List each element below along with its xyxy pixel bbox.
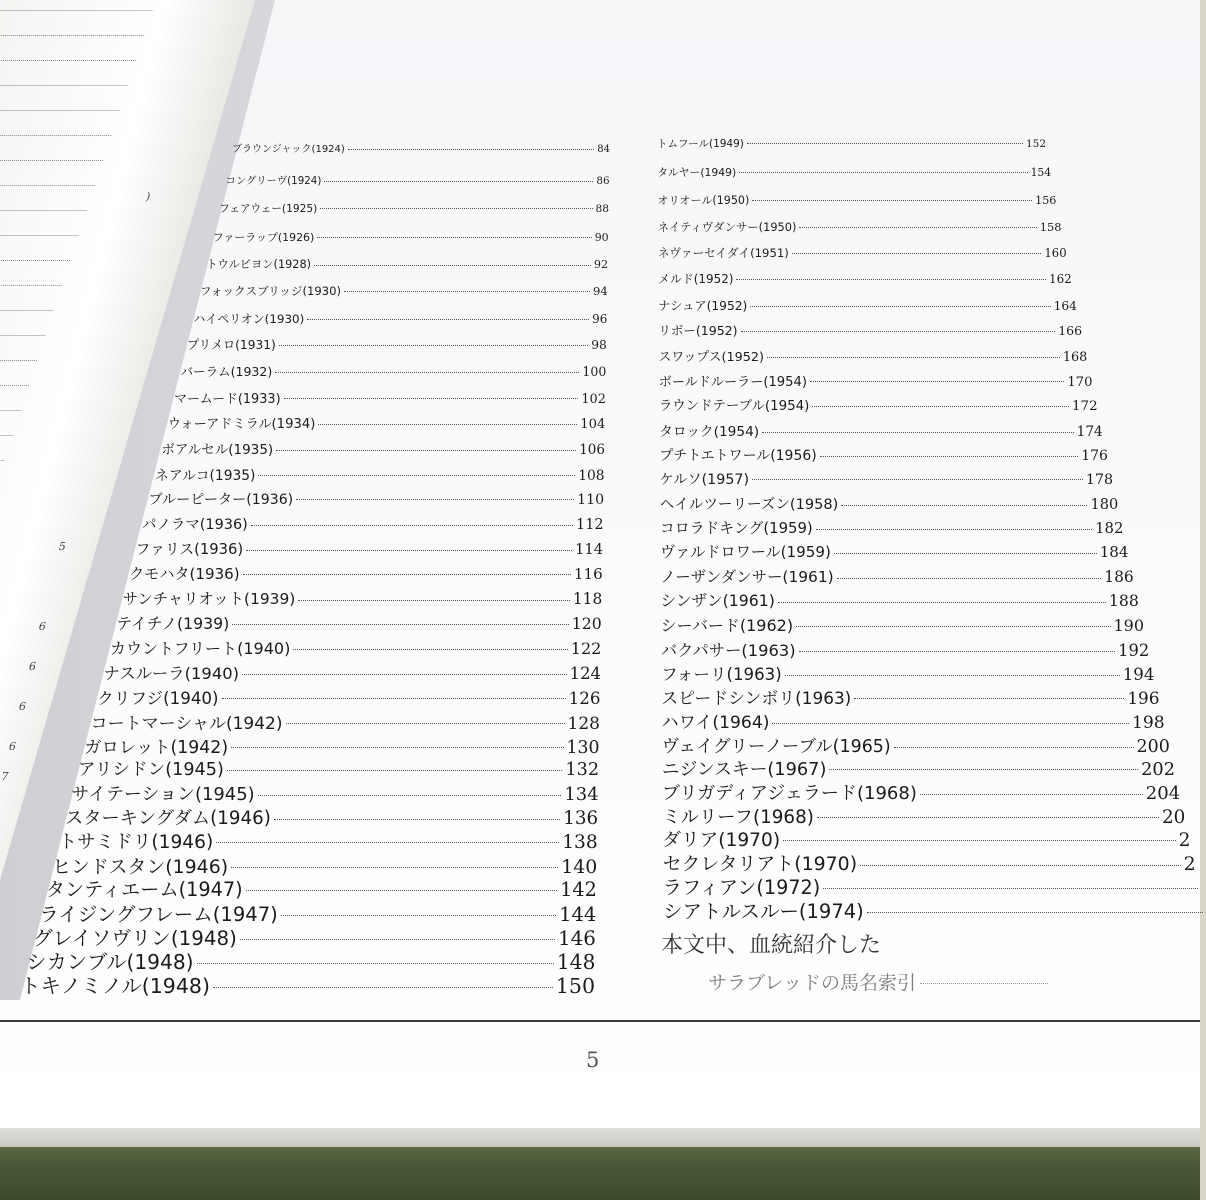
toc-entry bbox=[20, 969, 595, 999]
page-ref: 154 bbox=[1030, 166, 1052, 180]
page-ref: 96 bbox=[592, 311, 608, 326]
horse-name: トムフール(1949) bbox=[657, 138, 744, 150]
page-ref: 88 bbox=[595, 202, 610, 216]
toc-entry bbox=[660, 493, 1119, 514]
dot-leader bbox=[796, 626, 1110, 627]
dot-leader bbox=[816, 529, 1092, 530]
page-ref: 198 bbox=[1131, 713, 1165, 734]
horse-name: グレイソヴリン(1948) bbox=[32, 927, 237, 951]
dot-leader bbox=[799, 227, 1036, 228]
left-page-fragment: 6 bbox=[7, 740, 18, 753]
page-ref: 184 bbox=[1099, 543, 1129, 562]
left-page-fragment: 6 bbox=[17, 700, 28, 713]
horse-name: ファーラップ(1926) bbox=[212, 231, 315, 245]
page-ref: 200 bbox=[1136, 736, 1170, 757]
horse-name: ノーザンダンサー(1961) bbox=[660, 568, 834, 587]
dot-leader bbox=[762, 432, 1074, 433]
toc-entry bbox=[658, 321, 1082, 339]
index-note-text: サラブレッドの馬名索引 bbox=[708, 972, 917, 994]
left-page-fragment: 6 bbox=[37, 620, 48, 633]
dot-leader bbox=[854, 698, 1124, 699]
dotted-line bbox=[0, 210, 87, 211]
toc-entry bbox=[168, 413, 606, 432]
toc-entry bbox=[84, 733, 599, 758]
horse-name: トウルビヨン(1928) bbox=[206, 258, 312, 272]
horse-name: ヴァルドロワール(1959) bbox=[660, 543, 831, 562]
horse-name: トサミドリ(1946) bbox=[58, 831, 214, 853]
dot-leader bbox=[243, 574, 571, 575]
horse-name: クモハタ(1936) bbox=[129, 564, 240, 583]
dot-leader bbox=[227, 770, 563, 771]
toc-entry bbox=[660, 517, 1124, 538]
page-ref: 174 bbox=[1076, 424, 1103, 441]
dot-leader bbox=[286, 723, 565, 724]
horse-name: ミルリーフ(1968) bbox=[662, 806, 814, 828]
horse-name: リボー(1952) bbox=[658, 322, 738, 338]
horse-name: フェアウェー(1925) bbox=[219, 202, 318, 216]
page-ref: 110 bbox=[577, 491, 605, 508]
page-ref: 156 bbox=[1035, 194, 1057, 208]
toc-entry bbox=[660, 589, 1138, 611]
dot-leader bbox=[197, 963, 554, 964]
dotted-line bbox=[0, 360, 37, 361]
dot-leader bbox=[772, 723, 1128, 724]
dotted-line bbox=[0, 285, 62, 286]
toc-entry bbox=[116, 612, 601, 634]
toc-entry bbox=[59, 828, 598, 854]
toc-entry bbox=[104, 660, 601, 684]
toc-entry bbox=[659, 420, 1103, 440]
dot-leader bbox=[792, 253, 1042, 254]
dotted-line bbox=[0, 60, 136, 61]
horse-name: ネアルコ(1935) bbox=[154, 467, 256, 484]
page-ref: 134 bbox=[564, 784, 599, 806]
toc-entry bbox=[661, 661, 1154, 685]
toc-entry bbox=[78, 756, 599, 781]
horse-name: シカンブル(1948) bbox=[26, 949, 194, 974]
toc-entry bbox=[161, 438, 605, 458]
toc-entry bbox=[206, 256, 608, 272]
dot-leader bbox=[242, 674, 567, 675]
page-ref: 114 bbox=[574, 541, 604, 559]
toc-entry bbox=[663, 896, 1206, 924]
page-ref: 116 bbox=[573, 564, 603, 583]
toc-entry bbox=[658, 219, 1062, 235]
dot-leader bbox=[783, 840, 1176, 841]
page-ref: 186 bbox=[1104, 568, 1134, 587]
dot-leader bbox=[799, 651, 1116, 652]
page-ref: 190 bbox=[1113, 616, 1145, 636]
toc-entry bbox=[659, 371, 1093, 390]
toc-entry bbox=[232, 140, 610, 155]
dot-leader bbox=[812, 406, 1069, 407]
toc-entry bbox=[659, 346, 1088, 365]
page-ref: 104 bbox=[580, 417, 606, 433]
horse-name: ボアルセル(1935) bbox=[161, 442, 274, 459]
dotted-line bbox=[0, 185, 95, 186]
dot-leader bbox=[232, 624, 568, 625]
dot-leader bbox=[281, 915, 556, 916]
dot-leader bbox=[767, 357, 1060, 358]
horse-name: サイテーション(1945) bbox=[71, 784, 255, 806]
page-ref: 112 bbox=[576, 517, 604, 534]
dotted-line bbox=[0, 160, 103, 161]
page-ref: 172 bbox=[1072, 399, 1098, 415]
toc-entry bbox=[660, 541, 1128, 562]
page-ref: 188 bbox=[1108, 591, 1139, 611]
page-ref: 124 bbox=[569, 664, 601, 684]
toc-entry bbox=[658, 270, 1072, 287]
toc-entry bbox=[661, 613, 1144, 636]
horse-name: ブラウンジャック(1924) bbox=[232, 144, 345, 155]
page-ref: 126 bbox=[568, 688, 601, 708]
dot-leader bbox=[296, 499, 574, 500]
toc-entry bbox=[658, 296, 1077, 314]
horse-name: ハワイ(1964) bbox=[661, 713, 770, 734]
dot-leader bbox=[279, 345, 588, 346]
page-ref: 182 bbox=[1095, 519, 1124, 538]
page-stack-edge bbox=[0, 1125, 1200, 1147]
dot-leader bbox=[320, 208, 592, 209]
page-ref: 92 bbox=[593, 258, 609, 272]
horse-name: バクパサー(1963) bbox=[660, 641, 796, 661]
horse-name: フォーリ(1963) bbox=[661, 664, 782, 684]
horse-name: ヒンドスタン(1946) bbox=[52, 855, 229, 878]
dotted-line bbox=[0, 260, 70, 261]
toc-entry bbox=[661, 685, 1159, 709]
toc-entry bbox=[662, 779, 1180, 805]
page-ref: 150 bbox=[555, 974, 595, 998]
dotted-line bbox=[0, 410, 21, 411]
toc-entry bbox=[662, 803, 1185, 829]
horse-name: テイチノ(1939) bbox=[116, 613, 230, 633]
horse-name: ネヴァーセイダイ(1951) bbox=[657, 245, 789, 260]
dotted-line bbox=[0, 310, 54, 311]
dotted-line bbox=[0, 460, 4, 461]
toc-entry bbox=[200, 283, 608, 299]
left-page-fragment: 5 bbox=[57, 540, 68, 553]
horse-name: ハイペリオン(1930) bbox=[193, 311, 305, 326]
dot-leader bbox=[752, 479, 1083, 480]
toc-entry bbox=[659, 395, 1098, 414]
toc-entry bbox=[659, 444, 1108, 464]
page-ref: 166 bbox=[1058, 322, 1083, 338]
dot-leader bbox=[750, 306, 1050, 307]
dot-leader bbox=[348, 149, 594, 150]
toc-entry bbox=[660, 469, 1114, 489]
page-ref: 164 bbox=[1053, 298, 1077, 313]
page-ref: 162 bbox=[1048, 272, 1072, 287]
horse-name: ネイティヴダンサー(1950) bbox=[657, 219, 797, 234]
dot-leader bbox=[251, 525, 573, 526]
horse-name: タロック(1954) bbox=[659, 424, 760, 441]
page-ref: 108 bbox=[578, 467, 605, 484]
horse-name: トキノミノル(1948) bbox=[20, 974, 210, 998]
dot-leader bbox=[324, 181, 593, 182]
page-ref: 192 bbox=[1118, 641, 1150, 661]
horse-name: ナスルーラ(1940) bbox=[103, 664, 240, 684]
toc-entry bbox=[71, 780, 598, 806]
page-ref: 84 bbox=[597, 144, 610, 155]
page-ref: 152 bbox=[1025, 138, 1046, 150]
dotted-line bbox=[0, 335, 45, 336]
cloth-background bbox=[0, 1145, 1200, 1200]
dotted-line bbox=[0, 135, 111, 136]
horse-name: アリシドン(1945) bbox=[77, 760, 224, 781]
dot-leader bbox=[920, 794, 1143, 795]
page-ref: 128 bbox=[567, 713, 600, 734]
dot-leader bbox=[293, 649, 567, 650]
dot-leader bbox=[213, 987, 553, 988]
dot-leader bbox=[240, 939, 555, 940]
page-ref: 132 bbox=[565, 760, 600, 781]
toc-entry bbox=[155, 464, 605, 484]
horse-name: ラウンドテーブル(1954) bbox=[658, 399, 810, 415]
horse-name: ライジングフレーム(1947) bbox=[39, 902, 278, 926]
horse-name: サンチャリオット(1939) bbox=[122, 590, 296, 609]
horse-name: ニジンスキー(1967) bbox=[661, 759, 827, 780]
dot-leader bbox=[739, 172, 1027, 173]
dotted-line bbox=[0, 35, 144, 36]
dot-leader bbox=[820, 456, 1079, 457]
horse-name: ラフィアン(1972) bbox=[662, 875, 821, 899]
dot-leader bbox=[276, 450, 576, 451]
page-number: 5 bbox=[586, 1048, 600, 1072]
left-page-fragment: ) bbox=[144, 190, 152, 203]
toc-entry bbox=[219, 201, 609, 216]
dot-leader bbox=[216, 842, 559, 843]
toc-entry bbox=[661, 708, 1164, 733]
toc-entry bbox=[181, 362, 607, 380]
page-ref: 146 bbox=[557, 927, 596, 951]
page-ref: 120 bbox=[571, 613, 602, 633]
dot-leader bbox=[736, 279, 1046, 280]
page-ref: 100 bbox=[582, 363, 607, 379]
horse-name: パノラマ(1936) bbox=[142, 517, 248, 534]
horse-name: ダリア(1970) bbox=[662, 829, 781, 851]
dot-leader bbox=[747, 143, 1023, 144]
dot-leader bbox=[231, 747, 563, 748]
dot-leader bbox=[834, 553, 1097, 554]
page-ref: 118 bbox=[572, 590, 603, 609]
horse-name: ファリス(1936) bbox=[135, 541, 244, 559]
page-ref: 106 bbox=[579, 442, 605, 459]
toc-entry bbox=[174, 388, 606, 407]
horse-name: ウォーアドミラル(1934) bbox=[167, 417, 316, 433]
dot-leader bbox=[344, 291, 590, 292]
page-ref: 142 bbox=[560, 878, 597, 902]
page-ref: 158 bbox=[1039, 219, 1062, 234]
horse-name: タルヤー(1949) bbox=[657, 166, 737, 180]
horse-name: ケルソ(1957) bbox=[659, 471, 750, 488]
toc-entry bbox=[148, 489, 604, 509]
footer-rule bbox=[0, 1020, 1200, 1022]
horse-name: ボールドルーラー(1954) bbox=[658, 374, 807, 390]
dotted-line bbox=[0, 10, 153, 11]
toc-entry bbox=[657, 165, 1051, 180]
dot-leader bbox=[231, 867, 558, 868]
horse-name: バーラム(1932) bbox=[180, 363, 273, 379]
page-ref: 194 bbox=[1122, 664, 1155, 684]
toc-entry bbox=[657, 192, 1056, 208]
horse-name: ガロレット(1942) bbox=[84, 737, 229, 758]
toc-entry bbox=[136, 538, 604, 559]
dot-leader bbox=[284, 398, 579, 399]
page-ref: 180 bbox=[1090, 496, 1119, 514]
dot-leader bbox=[860, 865, 1181, 866]
page-ref: 178 bbox=[1085, 471, 1114, 488]
horse-name: コロラドキング(1959) bbox=[659, 519, 813, 538]
index-note-line1: 本文中、血統紹介した bbox=[661, 933, 882, 958]
toc-entry bbox=[97, 685, 600, 709]
dotted-line bbox=[0, 110, 120, 111]
dotted-line bbox=[0, 235, 78, 236]
toc-entry bbox=[123, 587, 602, 609]
toc-entry bbox=[662, 826, 1190, 852]
page-ref: 144 bbox=[559, 902, 597, 926]
page-ref: 148 bbox=[556, 949, 596, 974]
dot-leader bbox=[829, 769, 1138, 770]
toc-entry bbox=[226, 172, 610, 187]
page-ref: 86 bbox=[596, 175, 610, 188]
page-ref: 160 bbox=[1044, 245, 1067, 260]
dot-leader bbox=[785, 675, 1120, 676]
dot-leader bbox=[837, 578, 1102, 579]
toc-entry bbox=[65, 804, 598, 830]
toc-entry bbox=[110, 636, 601, 659]
horse-name: コングリーヴ(1924) bbox=[225, 175, 322, 188]
toc-entry bbox=[213, 229, 609, 245]
dotted-line bbox=[0, 85, 128, 86]
toc-entry bbox=[193, 310, 607, 327]
page-ref: 94 bbox=[592, 284, 608, 299]
page-ref: 170 bbox=[1067, 374, 1093, 390]
dot-leader bbox=[317, 237, 591, 238]
horse-name: クリフジ(1940) bbox=[97, 688, 219, 708]
horse-name: スワップス(1952) bbox=[658, 349, 765, 365]
dotted-line bbox=[0, 385, 29, 386]
horse-name: タンティエーム(1947) bbox=[45, 878, 243, 902]
page-ref: 202 bbox=[1141, 759, 1176, 780]
horse-name: マームード(1933) bbox=[174, 391, 281, 407]
page-ref: 196 bbox=[1127, 687, 1160, 708]
toc-entry bbox=[657, 136, 1046, 151]
dotted-line bbox=[0, 435, 13, 436]
horse-name: シアトルスルー(1974) bbox=[663, 900, 864, 923]
dot-leader bbox=[222, 698, 566, 699]
toc-entry bbox=[129, 563, 603, 584]
horse-name: ブルーピーター(1936) bbox=[148, 491, 294, 508]
dot-leader bbox=[741, 331, 1056, 332]
horse-name: プリメロ(1931) bbox=[187, 338, 276, 352]
page-ref: 136 bbox=[563, 808, 599, 830]
toc-entry bbox=[660, 565, 1133, 587]
toc-entry bbox=[91, 709, 600, 734]
dot-leader bbox=[275, 372, 579, 373]
left-page-fragment: 6 bbox=[27, 660, 38, 673]
horse-name: ブリガディアジェラード(1968) bbox=[662, 783, 917, 805]
horse-name: スピードシンボリ(1963) bbox=[661, 687, 852, 708]
dot-leader bbox=[258, 475, 575, 476]
horse-name: メルド(1952) bbox=[657, 272, 734, 287]
toc-entry bbox=[662, 732, 1170, 757]
dot-leader bbox=[258, 795, 562, 796]
dot-leader bbox=[817, 817, 1159, 818]
index-note-line2 bbox=[708, 968, 1048, 995]
page-ref: 130 bbox=[566, 737, 600, 758]
horse-name: シーバード(1962) bbox=[660, 616, 794, 636]
toc-entry bbox=[658, 245, 1067, 261]
horse-name: オリオール(1950) bbox=[657, 194, 750, 208]
horse-name: ナシュア(1952) bbox=[658, 298, 748, 313]
page-ref: 102 bbox=[581, 391, 606, 407]
dot-leader bbox=[752, 200, 1032, 201]
page-ref: 176 bbox=[1081, 448, 1108, 465]
dot-leader bbox=[274, 819, 560, 820]
horse-name: カウントフリート(1940) bbox=[109, 639, 291, 659]
toc-entry bbox=[142, 513, 604, 534]
horse-name: プチトエトワール(1956) bbox=[659, 448, 817, 465]
dot-leader bbox=[867, 912, 1203, 913]
dot-leader bbox=[307, 319, 589, 320]
dot-leader bbox=[823, 888, 1198, 889]
dot-leader bbox=[318, 424, 577, 425]
toc-entry bbox=[662, 756, 1175, 781]
horse-name: フォックスブリッジ(1930) bbox=[199, 284, 341, 299]
dot-leader bbox=[314, 265, 591, 266]
left-page-fragment bbox=[0, 770, 10, 783]
horse-name: シンザン(1961) bbox=[660, 591, 775, 611]
toc-entry bbox=[661, 637, 1149, 661]
page-ref: 140 bbox=[561, 855, 598, 878]
horse-name: スターキングダム(1946) bbox=[64, 808, 271, 830]
horse-name: ヴェイグリーノーブル(1965) bbox=[661, 736, 891, 757]
horse-name: コートマーシャル(1942) bbox=[90, 713, 283, 734]
page-ref: 90 bbox=[594, 231, 609, 245]
horse-name: ヘイルツーリーズン(1958) bbox=[659, 496, 839, 514]
page-ref: 2 bbox=[1178, 829, 1191, 851]
dot-leader bbox=[246, 890, 558, 891]
page-ref: 204 bbox=[1145, 783, 1181, 805]
dot-leader bbox=[246, 550, 572, 551]
page-ref: 20 bbox=[1162, 806, 1186, 828]
dot-leader bbox=[298, 600, 570, 601]
dot-leader bbox=[841, 505, 1087, 506]
toc-entry bbox=[187, 336, 607, 353]
page-ref: 98 bbox=[591, 338, 607, 352]
page-ref: 2 bbox=[1183, 853, 1196, 876]
page-ref: 168 bbox=[1062, 349, 1088, 365]
page-ref: 122 bbox=[570, 639, 602, 659]
dot-leader bbox=[810, 381, 1064, 382]
page-ref: 138 bbox=[562, 831, 598, 853]
dot-leader bbox=[920, 983, 1048, 984]
dot-leader bbox=[778, 602, 1106, 603]
dot-leader bbox=[894, 747, 1134, 748]
horse-name: セクレタリアト(1970) bbox=[662, 853, 858, 876]
